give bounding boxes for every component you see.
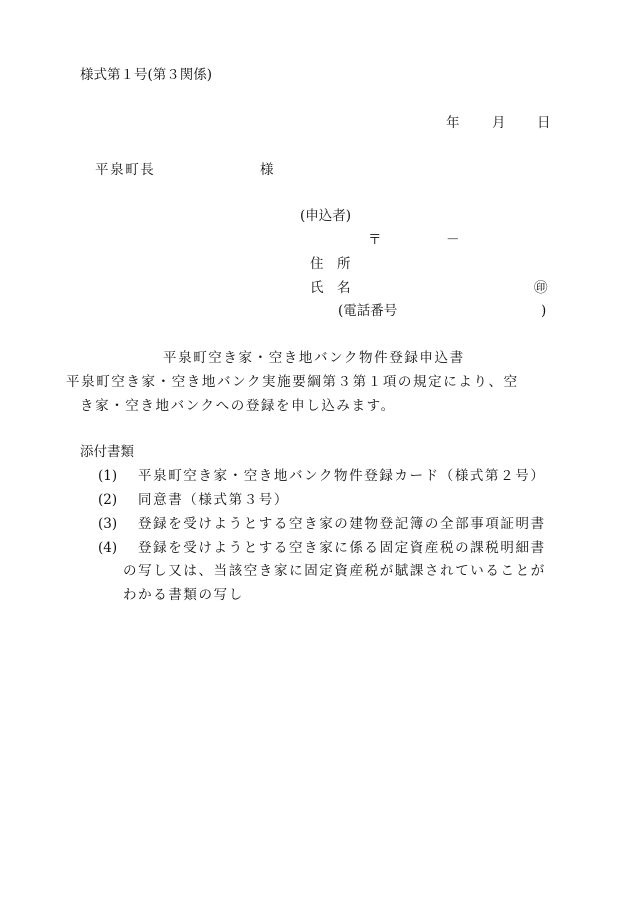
attachment-item-4-line-3: わかる書類の写し — [123, 587, 244, 603]
attachment-item-2 — [0, 491, 630, 515]
attachment-number: (2) — [98, 492, 118, 508]
phone-label: (電話番号 — [338, 303, 398, 319]
form-label: 様式第１号(第３関係) — [80, 67, 213, 83]
attachment-text: 平泉町空き家・空き地バンク物件登録カード（様式第２号） — [138, 468, 546, 484]
name-label: 氏 名 — [310, 280, 351, 296]
address-label: 住 所 — [310, 256, 351, 272]
attachment-number: (3) — [98, 516, 118, 532]
body-text-line-1: 平泉町空き家・空き地バンク実施要綱第３第１項の規定により、空 — [66, 374, 519, 390]
postal-dash: － — [446, 232, 460, 248]
date-year-label: 年 — [446, 115, 460, 131]
attachment-item-4 — [0, 539, 630, 563]
date-day-label: 日 — [537, 115, 551, 131]
attachment-item-1 — [0, 467, 630, 491]
postal-mark: 〒 — [368, 232, 382, 248]
addressee-name: 平泉町長 — [95, 162, 156, 178]
attachment-text: 同意書（様式第３号） — [138, 492, 289, 508]
attachment-number: (1) — [98, 468, 118, 484]
applicant-heading: (申込者) — [300, 208, 352, 224]
seal-mark: ㊞ — [534, 280, 548, 296]
attachment-text: 登録を受けようとする空き家の建物登記簿の全部事項証明書 — [138, 516, 546, 532]
body-text-line-2: き家・空き地バンクへの登録を申し込みます。 — [80, 398, 396, 414]
addressee-honorific: 様 — [260, 162, 274, 178]
date-month-label: 月 — [492, 115, 506, 131]
attachment-item-3 — [0, 515, 630, 539]
attachments-heading: 添付書類 — [80, 444, 134, 460]
attachment-number: (4) — [98, 540, 118, 556]
document-title: 平泉町空き家・空き地バンク物件登録申込書 — [163, 350, 465, 366]
attachment-item-4-line-2: の写し又は、当該空き家に固定資産税が賦課されていることが — [123, 563, 546, 579]
phone-close-paren: ) — [541, 303, 547, 319]
attachment-text: 登録を受けようとする空き家に係る固定資産税の課税明細書 — [138, 540, 546, 556]
